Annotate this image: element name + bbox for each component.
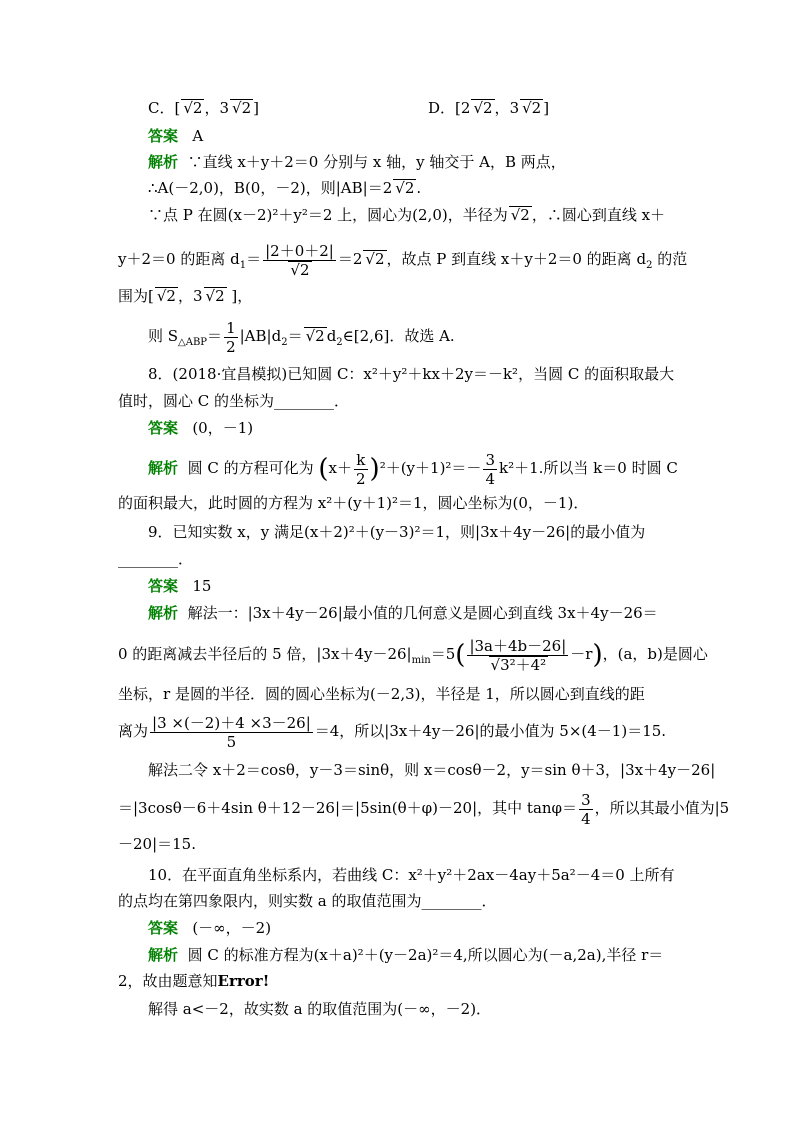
option-c: C．[√ 2 ，3√ 2 ] xyxy=(148,98,259,118)
text-line: 则 $S_{\triangle ABP}=$ $\frac{1}{2}$ $|AB|d_2=√$ 2 $d_2\in[2,6]$．故选 A. xyxy=(148,316,455,363)
text-line: 值时，圆心 C 的坐标为________． xyxy=(118,392,350,410)
fraction: $\frac{k}{2}$ xyxy=(355,450,366,488)
fraction: |3a＋4b－26| √ 3²＋4² xyxy=(467,637,568,674)
text-line: 0 的距离减去半径后的 5 倍，$|3x+4y-26|_{min}=5$( |3a＋4b－26| √ 3²＋4² －r)，(a，b)是圆心 xyxy=(118,630,708,685)
error-text: Error! xyxy=(217,972,270,990)
sqrt: √ 2 xyxy=(230,99,253,116)
answer-line: 答案 15 xyxy=(148,577,212,595)
analysis-line: 解析 圆 C 的方程可化为 (x＋ $\frac{k}{2}$ )²＋(y＋1)²＝－ $\frac{3}{4}$ k²＋1.所以当 k＝0 时圆 C xyxy=(148,450,678,488)
text-line: ________． xyxy=(118,550,194,568)
sqrt: √ 2 xyxy=(155,287,178,304)
text-line: 围为[√ 2 ，3√ 2 ]， xyxy=(118,286,252,306)
fraction: |2＋0＋2| √ 2 xyxy=(263,242,336,279)
analysis-tag: 解析 xyxy=(148,604,179,622)
text-line: 离为 $\frac{|3 \times(-2)+4 \times 3-26|}{5}$ ＝4，所以|3x＋4y－26|的最小值为 5×(4－1)＝15. xyxy=(118,713,667,751)
text-line: ∵点 P 在圆(x－2)²＋y²＝2 上，圆心为(2,0)，半径为√ 2 ，∴圆心到直线 x＋ xyxy=(148,205,665,225)
question-9: 9．已知实数 x，y 满足(x＋2)²＋(y－3)²＝1，则|3x＋4y－26|的最小值为 xyxy=(148,523,646,541)
answer-line: 答案 A xyxy=(148,127,204,145)
answer-tag: 答案 xyxy=(148,919,179,937)
question-10: 10．在平面直角坐标系内，若曲线 C：x²＋y²＋2ax－4ay＋5a²－4＝0 上所有 xyxy=(148,866,675,884)
text-line: 2，故由题意知Error! xyxy=(118,972,270,990)
analysis-line: 解析 解法一：|3x＋4y－26|最小值的几何意义是圆心到直线 3x＋4y－26＝ xyxy=(148,604,658,622)
answer-line: 答案 (－∞，－2) xyxy=(148,919,272,937)
answer-tag: 答案 xyxy=(148,419,179,437)
sqrt: √ 2 xyxy=(520,99,543,116)
sqrt: √ 2 xyxy=(288,261,311,278)
option-d: D．[2√ 2 ，3√ 2 ] xyxy=(428,98,549,118)
analysis-tag: 解析 xyxy=(148,946,179,964)
fraction: $\frac{|3 \times(-2)+4 \times 3-26|}{5}$ xyxy=(152,713,311,751)
text-line: 的点均在第四象限内，则实数 a 的取值范围为________． xyxy=(118,892,497,910)
fraction: $\frac{3}{4}$ xyxy=(581,790,591,828)
text-line: 解法二令 x＋2＝cosθ，y－3＝sinθ，则 x＝cosθ－2，y＝sin θ＋3，|3x＋4y－26| xyxy=(148,761,716,779)
sqrt: √ 2 xyxy=(509,206,532,223)
fraction: $\frac{3}{4}$ xyxy=(485,450,495,488)
sqrt: √ 2 xyxy=(181,99,204,116)
sqrt: √ 2 xyxy=(471,99,494,116)
text-line: 的面积最大，此时圆的方程为 x²＋(y＋1)²＝1，圆心坐标为(0，－1)． xyxy=(118,494,589,512)
analysis-tag: 解析 xyxy=(148,459,179,477)
answer-tag: 答案 xyxy=(148,577,179,595)
question-8: 8．(2018·宜昌模拟)已知圆 C：x²＋y²＋kx＋2y＝－k²，当圆 C 的面积取最大 xyxy=(148,365,675,383)
sqrt: √ 2 xyxy=(204,287,227,304)
analysis-tag: 解析 xyxy=(148,153,179,171)
text-line: y＋2＝0 的距离 $d_1=$ |2＋0＋2| √ 2 ＝2√ 2 ，故点 P 到直线 x＋y＋2＝0 的距离 $d_2$ 的范 xyxy=(118,237,687,288)
text-line: ＝|3cosθ－6＋4sin θ＋12－26|＝|5sin(θ＋φ)－20|，其中 tanφ＝ $\frac{3}{4}$ ，所以其最小值为|5 xyxy=(118,790,730,828)
text-line: 坐标，r 是圆的半径．圆的圆心坐标为(－2,3)，半径是 1，所以圆心到直线的距 xyxy=(118,685,645,703)
answer-line: 答案 (0，－1) xyxy=(148,419,254,437)
text-line: ∴A(－2,0)，B(0，－2)，则|AB|＝2√ 2 . xyxy=(148,178,421,198)
text-line: 解得 a<－2，故实数 a 的取值范围为(－∞，－2)． xyxy=(148,1000,492,1018)
sqrt: √ 3²＋4² xyxy=(489,656,549,673)
sqrt: √ 2 xyxy=(304,327,327,344)
fraction: $\frac{1}{2}$ xyxy=(226,318,236,356)
sqrt: √ 2 xyxy=(363,250,386,267)
analysis-line: 解析 圆 C 的标准方程为(x＋a)²＋(y－2a)²＝4,所以圆心为(－a,2a),半径 r＝ xyxy=(148,946,664,964)
answer-tag: 答案 xyxy=(148,127,179,145)
sqrt: √ 2 xyxy=(393,179,416,196)
analysis-line: 解析 ∵直线 x＋y＋2＝0 分别与 x 轴，y 轴交于 A，B 两点， xyxy=(148,153,566,171)
text-line: －20|＝15. xyxy=(118,835,196,853)
